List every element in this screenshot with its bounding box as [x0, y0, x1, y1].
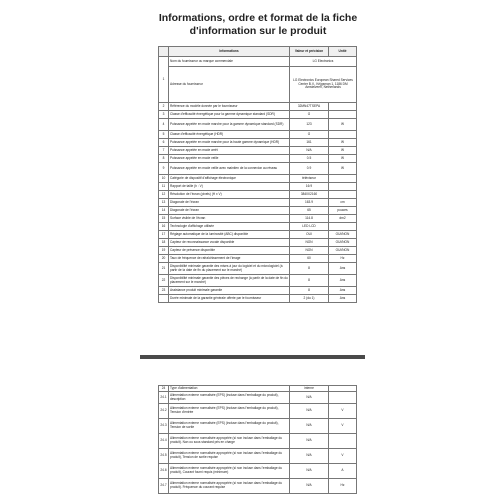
- row-label: Classe d'efficacité énergétique (HDR): [169, 131, 290, 139]
- row-label: Diagonale de l'écran: [169, 207, 290, 215]
- row-value: OUI: [290, 231, 329, 239]
- table-row: [159, 207, 357, 215]
- row-unit: [329, 392, 357, 404]
- table-row: [159, 255, 357, 263]
- row-unit: dm2: [329, 215, 357, 223]
- table-row: [159, 191, 357, 199]
- row-unit: cm: [329, 199, 357, 207]
- row-value: N/A: [290, 449, 329, 464]
- row-label: Réglage automatique de la luminosité (ABC) disponible: [169, 231, 290, 239]
- row-value: 60: [290, 255, 329, 263]
- row-label: Surface visible de l'écran: [169, 215, 290, 223]
- table-row: [159, 392, 357, 404]
- product-info-table: [158, 46, 357, 303]
- row-label: Capteur de reconnaissance vocale disponible: [169, 239, 290, 247]
- row-unit: [329, 131, 357, 139]
- row-number: 7: [159, 147, 169, 155]
- row-unit: [329, 175, 357, 183]
- table-row: [159, 231, 357, 239]
- row-number: 2: [159, 103, 169, 111]
- row-number: 14: [159, 207, 169, 215]
- table-row: [159, 175, 357, 183]
- row-value: LED LCD: [290, 223, 329, 231]
- row-unit: W: [329, 119, 357, 131]
- row-number: 16: [159, 223, 169, 231]
- row-number: 8: [159, 155, 169, 163]
- row-number: 21: [159, 263, 169, 275]
- row-number: 10: [159, 175, 169, 183]
- row-number: 20: [159, 255, 169, 263]
- row-number: 24.7: [159, 479, 169, 494]
- row-label: Classe d'efficacité énergétique pour la gamme dynamique standard (SDR): [169, 111, 290, 119]
- row-label: Alimentation externe normalisée appropriée (si non incluse dans l'emballage du produit), Tension de sortie requise: [169, 449, 290, 464]
- table-row: [159, 139, 357, 147]
- row-label: Rapport de taille (h : V): [169, 183, 290, 191]
- row-number: [159, 295, 169, 303]
- row-value: NON: [290, 247, 329, 255]
- row-number: 9: [159, 163, 169, 175]
- table-row: [159, 479, 357, 494]
- row-value: G: [290, 111, 329, 119]
- row-value: 16:9: [290, 183, 329, 191]
- row-unit: pouces: [329, 207, 357, 215]
- table-row: [159, 163, 357, 175]
- row-value: N/A: [290, 464, 329, 479]
- row-value: 114.8: [290, 215, 329, 223]
- table-row: [159, 419, 357, 434]
- table-row: [159, 239, 357, 247]
- row-value: N/A: [290, 419, 329, 434]
- row-unit: OUI/NON: [329, 247, 357, 255]
- row-label: Capteur de présence disponible: [169, 247, 290, 255]
- row-number: 24.2: [159, 404, 169, 419]
- row-value: N/A: [290, 404, 329, 419]
- row-value: téléviseur: [290, 175, 329, 183]
- page-divider: [140, 355, 365, 359]
- table-row: [159, 155, 357, 163]
- row-label: Disponibilité minimale garantie des mises à jour du logiciel et du micrologiciel (à partir de la date de fin du placement sur le marché): [169, 263, 290, 275]
- power-supply-table: [158, 385, 357, 494]
- sheet-title-line-2: d'information sur le produit: [189, 25, 327, 37]
- row-value: 163.9: [290, 199, 329, 207]
- row-number: 17: [159, 231, 169, 239]
- row-label: Puissance appelée en mode marche pour la gamme dynamique standard (SDR): [169, 119, 290, 131]
- row-number: 13: [159, 199, 169, 207]
- row-label: Alimentation externe normalisée appropriée (si non incluse dans l'emballage du produit). Non ou sous standard pris en charge: [169, 434, 290, 449]
- row-number: 24.5: [159, 449, 169, 464]
- row-label: Résolution de l'écran (pixels) (H x V): [169, 191, 290, 199]
- product-information-sheet-page-2: [152, 381, 364, 493]
- row-value: NON: [290, 239, 329, 247]
- header-info: Informations: [169, 47, 290, 57]
- row-value: N/A: [290, 392, 329, 404]
- row-label: Disponibilité minimale garantie des pièces de rechange (à partir de la date de fin du placement sur le marché): [169, 275, 290, 287]
- table-row: [159, 263, 357, 275]
- row-unit: W: [329, 139, 357, 147]
- table-row: [159, 275, 357, 287]
- table-row: [159, 199, 357, 207]
- row-number: 3: [159, 111, 169, 119]
- row-value: 8: [290, 263, 329, 275]
- row-value: 123: [290, 119, 329, 131]
- row-label: Durée minimale de la garantie générale offerte par le fournisseur: [169, 295, 290, 303]
- row-unit: Ans: [329, 287, 357, 295]
- supplier-address-label: Adresse du fournisseur: [169, 67, 290, 103]
- row-value: 3840X2160: [290, 191, 329, 199]
- row-label: Assistance produit minimale garantie: [169, 287, 290, 295]
- row-number: 4: [159, 119, 169, 131]
- sheet-title-line-1: Informations, ordre et format de la fiche: [158, 12, 358, 24]
- row-number: 22: [159, 275, 169, 287]
- table-row: [159, 404, 357, 419]
- row-label: Puissance appelée en mode veille: [169, 155, 290, 163]
- row-unit: V: [329, 449, 357, 464]
- row-value: G: [290, 131, 329, 139]
- row-value: interne: [290, 386, 329, 392]
- row-number: 24.1: [159, 392, 169, 404]
- table-row: [159, 295, 357, 303]
- row-value: 0.5: [290, 155, 329, 163]
- product-information-sheet-page-1: [152, 8, 364, 345]
- row-number: 23: [159, 287, 169, 295]
- row-label: Alimentation externe normalisée (EPS) (incluse dans l'emballage du produit), Tension de sortie: [169, 419, 290, 434]
- row-value: 161: [290, 139, 329, 147]
- table-row: [159, 215, 357, 223]
- row-unit: Ans: [329, 275, 357, 287]
- row-label: Taux de fréquence de rafraîchissement de l'image: [169, 255, 290, 263]
- row-number: 1: [159, 57, 169, 103]
- row-label: Catégorie de dispositif d'affichage électronique: [169, 175, 290, 183]
- row-number: 15: [159, 215, 169, 223]
- row-unit: [329, 191, 357, 199]
- row-unit: Ans: [329, 295, 357, 303]
- row-value: N/A: [290, 434, 329, 449]
- sheet-title: [152, 8, 364, 38]
- row-value: 0.9: [290, 163, 329, 175]
- row-label: Technologie d'affichage utilisée: [169, 223, 290, 231]
- row-unit: [329, 103, 357, 111]
- row-label: Alimentation externe normalisée appropriée (si non incluse dans l'emballage du produit), Courant fourni requis (minimum): [169, 464, 290, 479]
- row-number: 19: [159, 247, 169, 255]
- row-number: 5: [159, 131, 169, 139]
- row-unit: [329, 111, 357, 119]
- row-unit: V: [329, 419, 357, 434]
- table-row: [159, 183, 357, 191]
- table-row: [159, 119, 357, 131]
- row-number: 24: [159, 386, 169, 392]
- row-number: 11: [159, 183, 169, 191]
- row-unit: A: [329, 464, 357, 479]
- row-unit: Ans: [329, 263, 357, 275]
- row-value: 65: [290, 207, 329, 215]
- row-unit: OUI/NON: [329, 239, 357, 247]
- row-unit: [329, 223, 357, 231]
- row-number: 24.6: [159, 464, 169, 479]
- row-value: 8: [290, 275, 329, 287]
- row-unit: W: [329, 163, 357, 175]
- header-unit: Unité: [329, 47, 357, 57]
- row-unit: Hz: [329, 479, 357, 494]
- table-row: [159, 287, 357, 295]
- row-unit: OUI/NON: [329, 231, 357, 239]
- row-number: 12: [159, 191, 169, 199]
- row-unit: [329, 434, 357, 449]
- row-number: 24.4: [159, 434, 169, 449]
- supplier-address-value: LG Electronics European Shared Services Center B.V., Krijgsman 1, 1186 DM Amstelveen, Netherlands: [290, 67, 357, 103]
- row-label: Référence du modèle donnée par le fournisseur: [169, 103, 290, 111]
- row-unit: V: [329, 404, 357, 419]
- supplier-name-label: Nom du fournisseur ou marque commerciale: [169, 57, 290, 67]
- row-value: 32MN47TSEPA: [290, 103, 329, 111]
- row-value: 2 (du 1): [290, 295, 329, 303]
- row-label: Alimentation externe normalisée appropriée (si non incluse dans l'emballage du produit). Fréquence du courant requise: [169, 479, 290, 494]
- row-unit: Hz: [329, 255, 357, 263]
- row-unit: W: [329, 147, 357, 155]
- row-unit: [329, 183, 357, 191]
- table-row: [159, 111, 357, 119]
- row-value: N/A: [290, 147, 329, 155]
- row-unit: W: [329, 155, 357, 163]
- row-label: Type d'alimentation: [169, 386, 290, 392]
- row-number: 6: [159, 139, 169, 147]
- header-value: Valeur et précision: [290, 47, 329, 57]
- row-label: Alimentation externe normalisée (EPS) (incluse dans l'emballage du produit), Tension d'entrée: [169, 404, 290, 419]
- table-row: [159, 223, 357, 231]
- table-row: [159, 434, 357, 449]
- row-label: Diagonale de l'écran: [169, 199, 290, 207]
- table-row: [159, 247, 357, 255]
- table-row: [159, 131, 357, 139]
- table-row: [159, 103, 357, 111]
- supplier-name-value: LG Electronics: [290, 57, 357, 67]
- row-label: Puissance appelée en mode veille avec maintien de la connexion au réseau: [169, 163, 290, 175]
- table-row: [159, 147, 357, 155]
- row-number: 24.3: [159, 419, 169, 434]
- table-row: [159, 449, 357, 464]
- row-value: 8: [290, 287, 329, 295]
- row-value: N/A: [290, 479, 329, 494]
- table-row: [159, 464, 357, 479]
- row-label: Puissance appelée en mode marche pour la haute gamme dynamique (HDR): [169, 139, 290, 147]
- row-label: Puissance appelée en mode arrêt: [169, 147, 290, 155]
- row-label: Alimentation externe normalisée (EPS) (incluse dans l'emballage du produit), description: [169, 392, 290, 404]
- row-number: 18: [159, 239, 169, 247]
